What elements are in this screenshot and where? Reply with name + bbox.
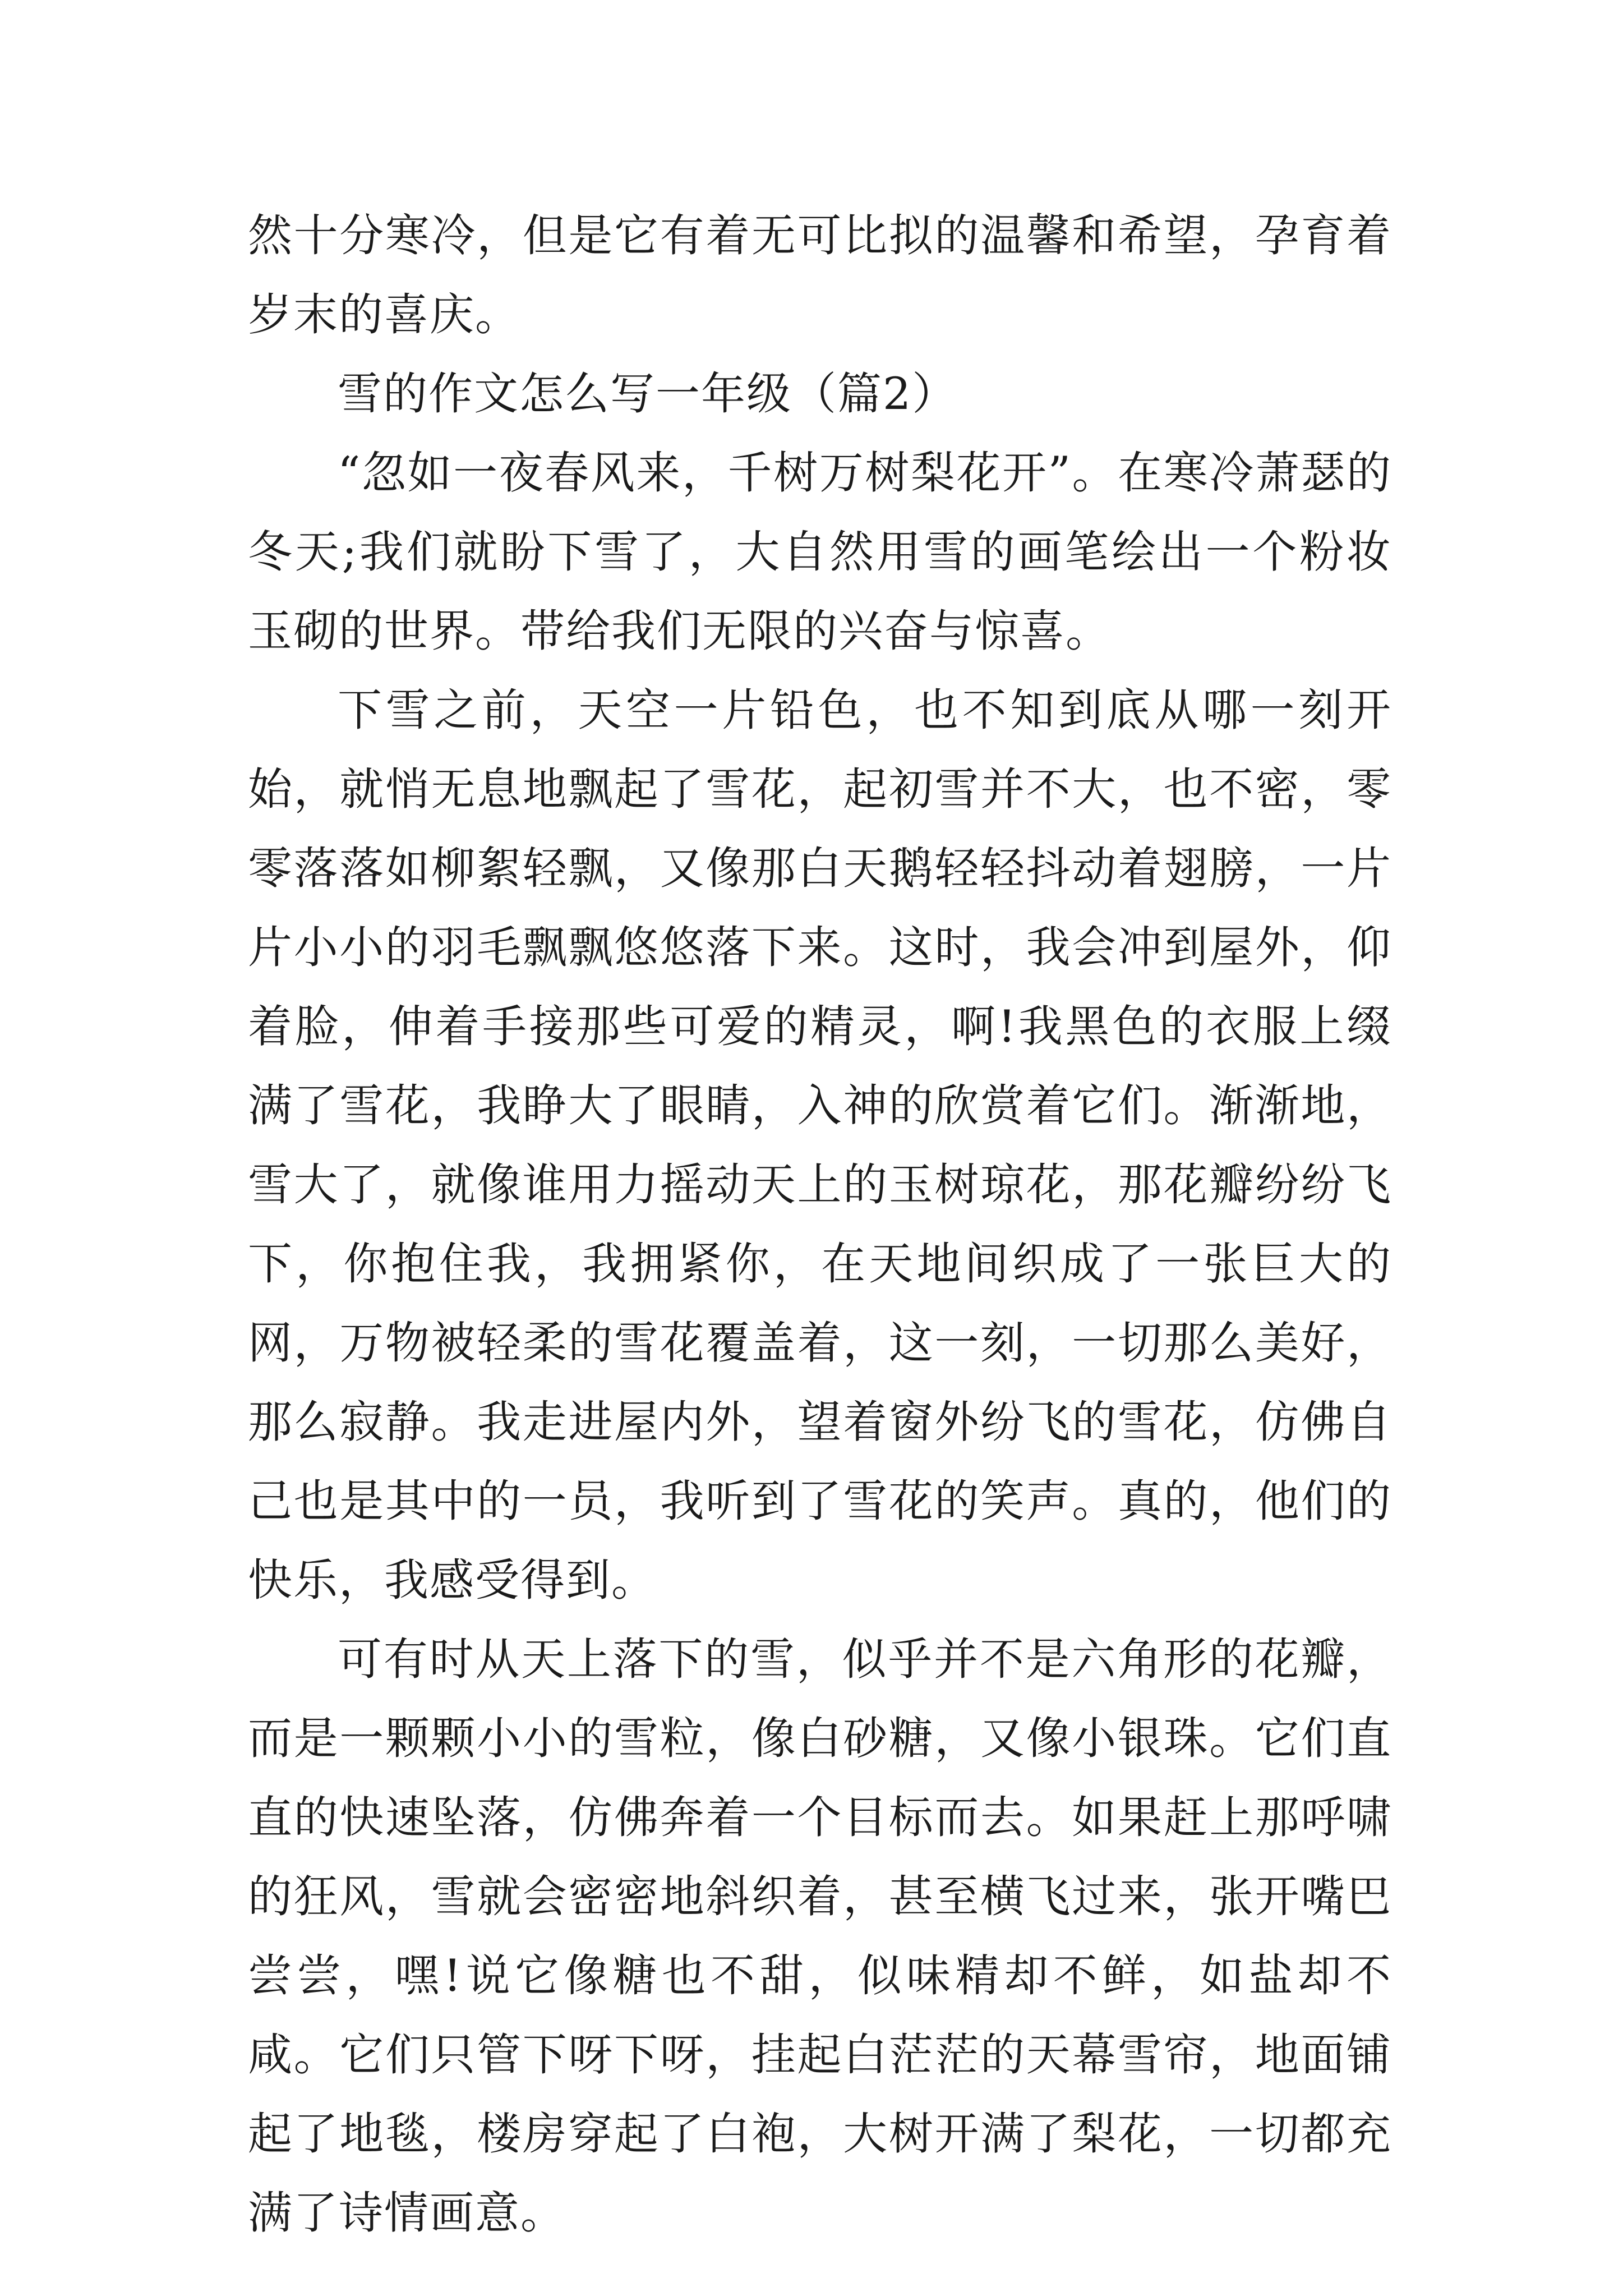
section-heading: 雪的作文怎么写一年级（篇2） xyxy=(338,368,958,420)
paragraph-continuation: 然十分寒冷，但是它有着无可比拟的温馨和希望，孕育着岁末的喜庆。 xyxy=(248,210,1392,341)
document-page xyxy=(248,196,1392,2253)
paragraph-intro: “忽如一夜春风来，千树万树梨花开”。在寒冷萧瑟的冬天;我们就盼下雪了，大自然用雪的画笔绘出一个粉妆玉砌的世界。带给我们无限的兴奋与惊喜。 xyxy=(248,447,1392,657)
paragraph-snow-grains: 可有时从天上落下的雪，似乎并不是六角形的花瓣，而是一颗颗小小的雪粒，像白砂糖，又像小银珠。它们直直的快速坠落，仿佛奔着一个目标而去。如果赶上那呼啸的狂风，雪就会密密地斜织着，甚至横飞过来，张开嘴巴尝尝，嘿!说它像糖也不甜，似味精却不鲜，如盐却不咸。它们只管下呀下呀，挂起白茫茫的天幕雪帘，地面铺起了地毯，楼房穿起了白袍，大树开满了梨花，一切都充满了诗情画意。 xyxy=(248,1634,1392,2239)
paragraph-before-snow: 下雪之前，天空一片铅色，也不知到底从哪一刻开始，就悄无息地飘起了雪花，起初雪并不大，也不密，零零落落如柳絮轻飘，又像那白天鹅轻轻抖动着翅膀，一片片小小的羽毛飘飘悠悠落下来。这时，我会冲到屋外，仰着脸，伸着手接那些可爱的精灵，啊!我黑色的衣服上缀满了雪花，我睁大了眼睛，入神的欣赏着它们。渐渐地，雪大了，就像谁用力摇动天上的玉树琼花，那花瓣纷纷飞下，你抱住我，我拥紧你，在天地间织成了一张巨大的网，万物被轻柔的雪花覆盖着，这一刻，一切那么美好，那么寂静。我走进屋内外，望着窗外纷飞的雪花，仿佛自己也是其中的一员，我听到了雪花的笑声。真的，他们的快乐，我感受得到。 xyxy=(248,684,1392,1606)
